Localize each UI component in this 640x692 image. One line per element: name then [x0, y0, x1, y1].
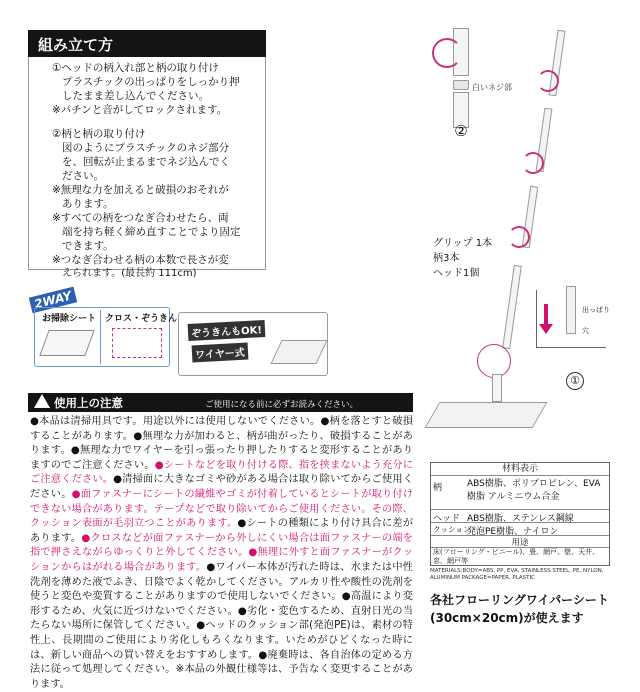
use-text: 床(フローリング・ビニール)、畳、網戸、壁、天井、窓、網戸等: [433, 548, 600, 565]
caution-text-highlight: ●シートなどを取り付ける際、指を挟まないよう充分にご注意ください。: [30, 459, 413, 486]
step2-line: あります。: [62, 198, 114, 210]
assembly-title: 組み立て方: [28, 30, 266, 57]
table-row: [431, 522, 609, 535]
highlight-circle: [477, 344, 511, 378]
wire-banner-1: ぞうきんもOK!: [188, 320, 266, 341]
rotation-arrow-icon: [432, 38, 462, 68]
warning-icon: [34, 394, 50, 408]
english-materials: MATERIALS:BODY=ABS, PP, EVA, STAINLESS STEEL, PE, NYLON, ALUMINUM PACKAGE=PAPER, PLASTIC: [430, 568, 604, 581]
step2-line: を、回転が止まるまでネジ込んでく: [62, 156, 230, 168]
rotation-arrow-icon: [537, 70, 559, 92]
step1-title: ①ヘッドの柄入れ部と柄の取り付け: [52, 62, 219, 74]
caution-text: ●清掃面に大きなゴミや砂がある場合は取り除いてからご使用ください。: [30, 474, 414, 500]
parts-line: 柄3本: [433, 253, 460, 264]
cloth-label: クロス・ぞうきん: [105, 314, 178, 324]
rotation-arrow-icon: [508, 226, 530, 248]
caution-text: ●シートの種類により付け具合に差があります。: [30, 518, 414, 544]
step2-line: ※つなぎ合わせる柄の本数で長さが変: [52, 254, 229, 266]
cloth-icon: [112, 328, 162, 358]
protrusion-label: 出っぱり: [582, 306, 610, 314]
table-row: [431, 509, 609, 522]
table-row: [431, 475, 609, 509]
step1-line: ※パチンと音がしてロックされます。: [52, 104, 228, 116]
down-arrow-icon: [544, 304, 548, 326]
screw-label: 白いネジ部: [472, 83, 512, 92]
step2-line: ださい。: [62, 170, 104, 182]
mode-divider: [100, 310, 101, 364]
material-cell: ABS樹脂、ステンレス鋼線: [467, 514, 574, 524]
compatibility-line1: 各社フローリングワイパーシート: [430, 593, 609, 607]
caution-title: 使用上の注意: [54, 396, 123, 410]
step2-line: ※無理な力を加えると破損のおそれが: [52, 184, 229, 196]
material-cell: 発泡PE樹脂、ナイロン: [467, 527, 559, 537]
sheet-icon: [39, 330, 94, 356]
caution-text-highlight: ●クロスなどが面ファスナーから外しにくい場合は面ファスナーの端を指で押さえながらゆっくりと外してください。●無理に外すと面ファスナーがクッションからはがれる場合があります。: [30, 532, 413, 573]
step2-title: ②柄と柄の取り付け: [52, 128, 146, 140]
down-arrow-head-icon: [539, 324, 553, 334]
material-cell: ABS樹脂、ポリプロピレン、EVA樹脂 アルミニウム合金: [467, 479, 601, 502]
step2-line: できます。: [62, 240, 114, 252]
mop-head: [424, 402, 547, 428]
step1-line: プラスチックの出っぱりをしっかり押: [62, 76, 240, 88]
rotation-arrow-icon: [522, 152, 544, 174]
materials-title: 材料表示: [501, 464, 538, 474]
part-cell: ヘッド: [433, 514, 461, 524]
compatibility-line2: (30cm×20cm)が使えます: [430, 611, 584, 625]
step-number-1: ①: [566, 372, 584, 390]
caution-text: ●本品は清掃用具です。用途以外には使用しないでください。●柄を落とすと破損することがあります。●無理な力が加わると、柄が曲がったり、破損することがあります。●無理な力でワイヤーを引っ張ったり押したりすると変形することがありますのでご注意ください。: [30, 416, 413, 471]
caution-text: ●ワイパー本体が汚れた時は、水または中性洗剤を薄めた液でふき、日陰でよく乾かしてください。アルカリ性や酸性の洗剤を使うと変色や変質することがありますので使用しないでください。●高温により変形するため、火気に近づけないでください。●劣化・変色するため、直射日光の当たらない場所に保管してください。●ヘッドのクッション部(発泡PE)は、素材の特性上、長期間のご使用により劣化しもろくなります。いためがひどくなった時には、新しい商品への買い替えをおすすめします。●廃棄時は、各自治体の定める方法に従って処理してください。※本品の外観仕様等は、予告なく変更することがあります。: [30, 561, 413, 690]
step-number-2: ②: [454, 122, 468, 140]
sheet-label: お掃除シート: [42, 314, 97, 324]
use-title: 用途: [511, 538, 529, 548]
part-cell: 柄: [433, 483, 443, 493]
materials-table: [430, 462, 610, 566]
pole-segment: [502, 265, 522, 349]
screw-part: [453, 80, 469, 90]
caution-subtitle: ご使用になる前に必ずお読みください。: [205, 400, 359, 410]
head-joint: [492, 374, 502, 402]
hole-label: 穴: [582, 327, 589, 335]
part-cell: クッション: [433, 525, 471, 534]
step2-line: ※すべての柄をつなぎ合わせたら、両: [52, 212, 229, 224]
parts-line: ヘッド1個: [433, 268, 480, 279]
step2-line: えられます。(最長約 111cm): [62, 268, 197, 279]
parts-line: グリップ 1本: [433, 238, 493, 249]
use-title-row: [431, 535, 609, 547]
caution-text-highlight: ●面ファスナーにシートの繊維やゴミが付着しているとシートが取り付けできない場合があります。テープなどで取り除いてからご使用ください。その際、クッション表面が毛羽立つことがあります。: [30, 488, 414, 530]
step2-line: 図のようにプラスチックのネジ部分: [62, 142, 230, 154]
step1-line: したまま差し込んでください。: [62, 90, 209, 102]
step2-line: 端を持ち軽く締め直すことでより固定: [62, 226, 241, 238]
joint-tube: [566, 286, 576, 334]
two-way-badge: 2WAY: [29, 287, 77, 314]
caution-body: [30, 415, 414, 690]
use-row: [431, 547, 609, 566]
wire-banner-2: ワイヤー式: [192, 343, 249, 363]
